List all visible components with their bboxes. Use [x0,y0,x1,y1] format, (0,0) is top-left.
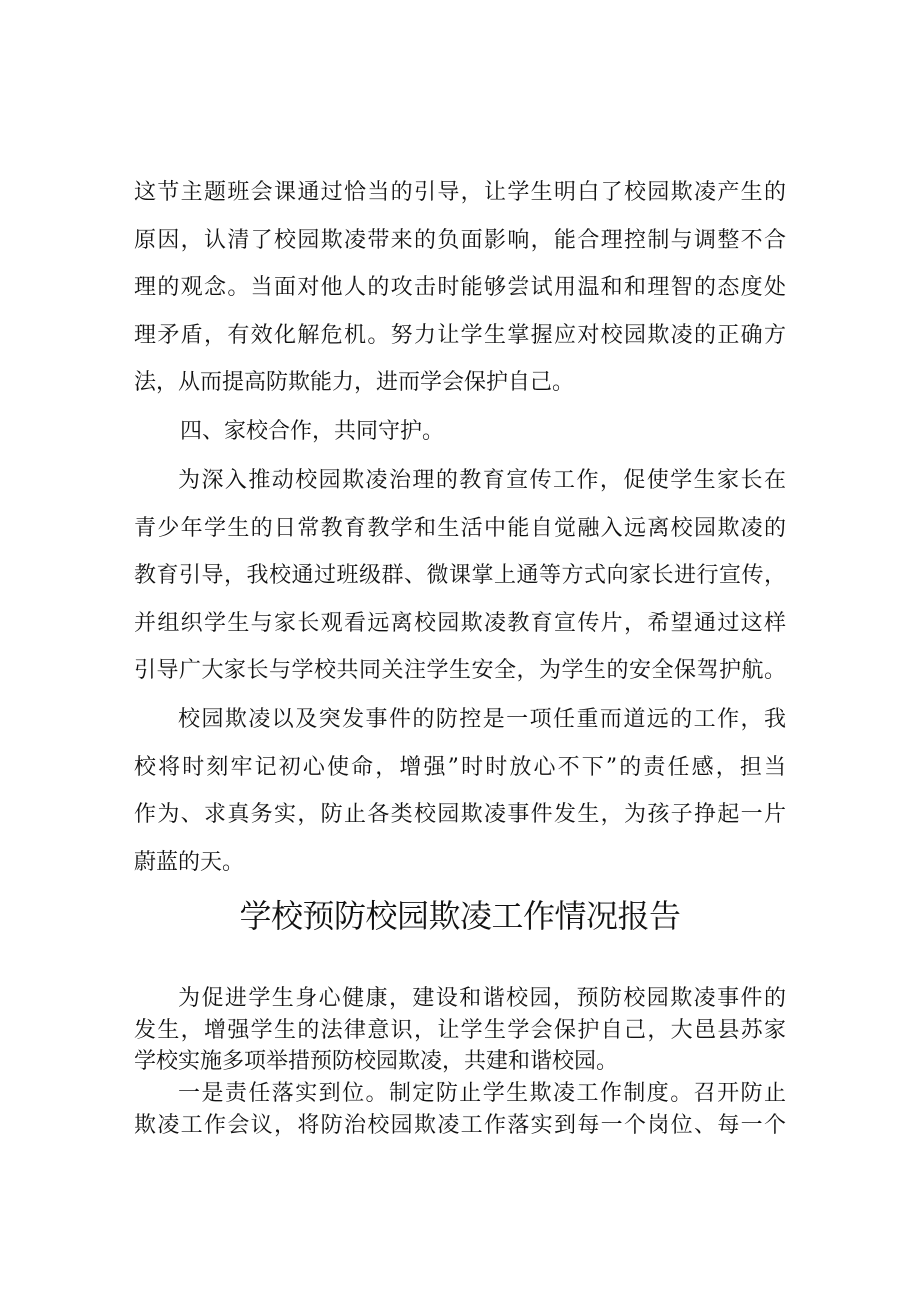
paragraph-line: 为促进学生身心健康，建设和谐校园，预防校园欺凌事件的 [178,986,786,1011]
paragraph-line: 作为、求真务实，防止各类校园欺凌事件发生，为孩子挣起一片 [134,802,786,827]
paragraph-line: 校将时刻牢记初心使命，增强”时时放心不下”的责任感，担当 [134,754,786,780]
paragraph-line: 青少年学生的日常教育教学和生活中能自觉融入远离校园欺凌的 [134,515,786,541]
paragraph-line: 一是责任落实到位。制定防止学生欺凌工作制度。召开防止 [178,1081,786,1106]
paragraph-home-school-cooperation [134,457,786,695]
paragraph-line: 理矛盾，有效化解危机。努力让学生掌握应对校园欺凌的正确方 [134,322,786,348]
paragraph-line: 并组织学生与家长观看远离校园欺凌教育宣传片，希望通过这样 [134,610,786,636]
paragraph-prevention-commitment [134,696,786,886]
paragraph-line: 这节主题班会课通过恰当的引导，让学生明白了校园欺凌产生的 [134,180,786,205]
paragraph-line: 为深入推动校园欺凌治理的教育宣传工作，促使学生家长在 [178,468,786,493]
paragraph-line: 学校实施多项举措预防校园欺凌，共建和谐校园。 [134,1049,619,1074]
paragraph-line: 蔚蓝的天。 [134,849,245,875]
paragraph-line: 法，从而提高防欺能力，进而学会保护自己。 [134,370,575,395]
paragraph-line: 发生，增强学生的法律意识，让学生学会保护自己，大邑县苏家 [134,1017,786,1043]
paragraph-line: 引导广大家长与学校共同关注学生安全，为学生的安全保驾护航。 [134,658,786,684]
paragraph-line: 理的观念。当面对他人的攻击时能够尝试用温和和理智的态度处 [134,275,786,300]
paragraph-class-meeting-summary [134,169,786,407]
paragraph-line: 原因，认清了校园欺凌带来的负面影响，能合理控制与调整不合 [134,227,786,253]
report-title: 学校预防校园欺凌工作情况报告 [239,897,681,935]
section-heading-home-school: 四、家校合作，共同守护。 [180,419,445,444]
paragraph-line: 教育引导，我校通过班级群、微课掌上通等方式向家长进行宣传， [134,563,786,589]
paragraph-responsibility [134,1078,786,1141]
paragraph-report-intro [134,983,786,1078]
paragraph-line: 欺凌工作会议，将防治校园欺凌工作落实到每一个岗位、每一个 [134,1112,786,1138]
paragraph-line: 校园欺凌以及突发事件的防控是一项任重而道远的工作，我 [178,707,786,732]
